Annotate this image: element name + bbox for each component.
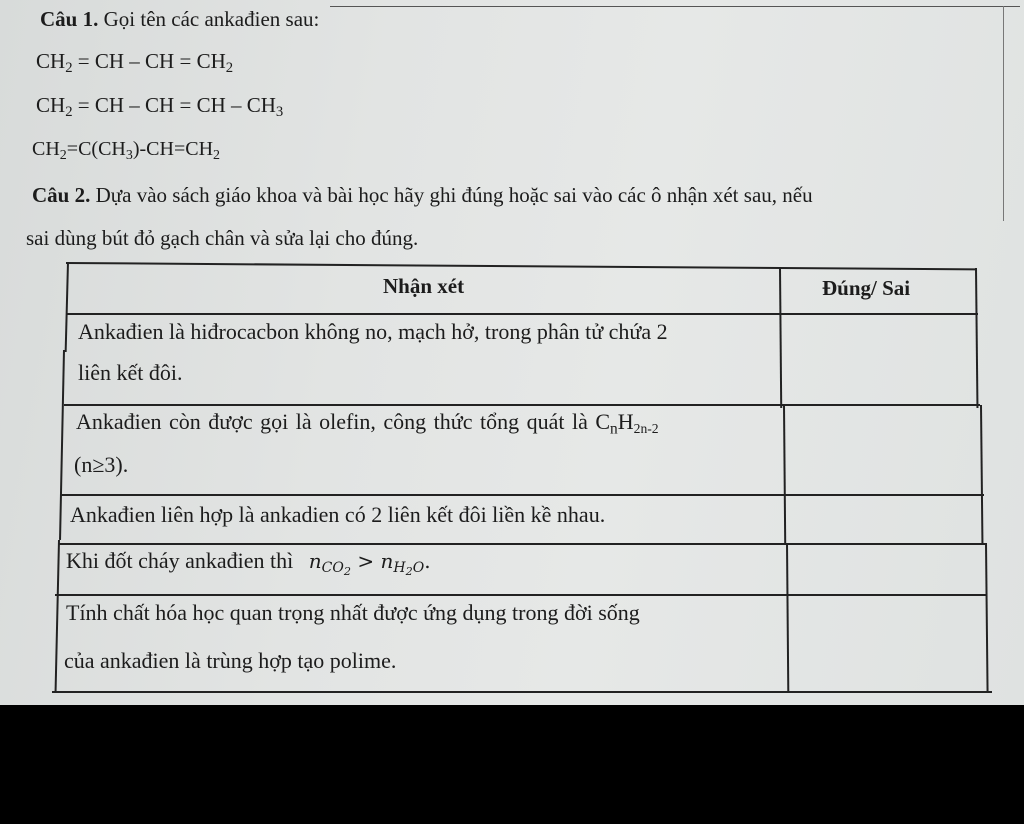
row5-line2: của ankađien là trùng hợp tạo polime. [64,648,397,673]
row1-line2: liên kết đôi. [78,360,183,385]
top-border-line [330,6,1020,7]
question1-label: Câu 1. [40,7,99,31]
table-line [59,350,65,540]
row2-line1: Ankađien còn được gọi là olefin, công thức tổng quát là $C_nH_{2n-2}$ [76,409,659,438]
table-line [52,691,992,693]
row2-line2: (n≥3). [74,452,129,477]
question2-label: Câu 2. [32,183,91,207]
formula-3: $CH_2=C(CH_3)-CH=CH_2$ [32,138,221,163]
right-border-line [1003,6,1004,221]
table-line [786,543,789,692]
table-line [55,540,60,692]
row1-line1: Ankađien là hiđrocacbon không no, mạch hở, trong phân tử chứa 2 [78,319,668,344]
question1-heading [40,7,319,32]
table-line [55,594,987,596]
table-line [783,405,786,545]
question2-line2: sai dùng bút đỏ gạch chân và sửa lại cho đúng. [26,226,419,250]
table-line [65,262,69,352]
table-line [66,262,976,270]
table-line [64,404,980,406]
row3-line1: Ankađien liên hợp là ankadien có 2 liên kết đôi liền kề nhau. [70,502,606,527]
combustion-inequality: $n_{CO_2} > n_{H_2O}$. [308,549,431,579]
table-line [980,405,983,545]
formula-2: $CH_2$ = CH – CH = CH – $CH_3$ [36,93,284,121]
formula-1: $CH_2$ = CH – CH = $CH_2$ [36,49,234,77]
question1-text: Gọi tên các ankađien sau: [103,7,320,31]
column-header-comment: Nhận xét [383,274,465,298]
table-line [985,543,989,692]
row5-line1: Tính chất hóa học quan trọng nhất được ứng dụng trong đời sống [66,600,640,625]
table-line [58,543,986,545]
column-header-true-false: Đúng/ Sai [822,276,911,300]
table-line [779,268,782,408]
table-line [60,494,984,496]
table-line [66,313,978,315]
row4-line1: Khi đốt cháy ankađien thì $n_{CO_2} > n_{H_2O}$. [66,548,431,579]
table-line [975,268,978,408]
question2-line1: Câu 2. Dựa vào sách giáo khoa và bài học hãy ghi đúng hoặc sai vào các ô nhận xét sau, nếu [32,183,813,207]
